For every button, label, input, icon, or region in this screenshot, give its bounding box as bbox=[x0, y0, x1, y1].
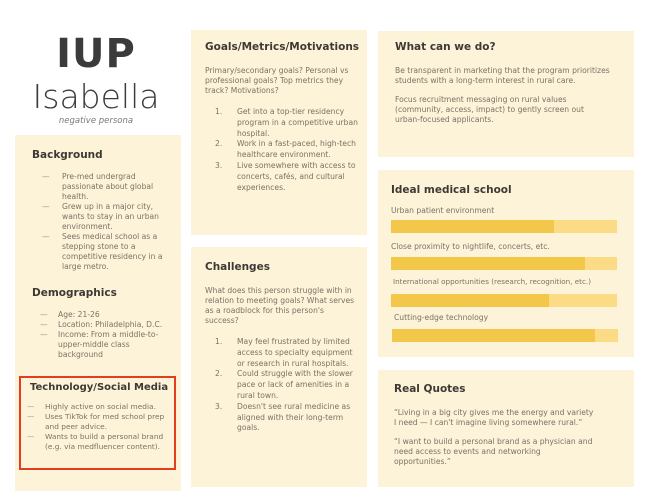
rating-bar-fill bbox=[392, 329, 595, 342]
list-item: 1. Get into a top-tier residency program in a competitive urban hospital. bbox=[215, 107, 358, 138]
list-item: 3. Doesn't see rural medicine as aligned with their long-term goals. bbox=[215, 401, 351, 433]
org-title: IUP bbox=[56, 31, 136, 77]
real-quotes-heading: Real Quotes bbox=[394, 383, 466, 395]
quote: “Living in a big city gives me the energy and variety I need — I can't imagine living somewhere rural.” bbox=[394, 408, 594, 427]
ideal-school-card bbox=[378, 170, 634, 357]
list-item: 2. Could struggle with the slower pace or lack of amenities in a rural town. bbox=[215, 369, 353, 400]
goals-card bbox=[191, 30, 367, 235]
persona-subtitle: negative persona bbox=[58, 116, 134, 126]
list-item: — Location: Philadelphia, D.C. bbox=[32, 320, 167, 330]
goals-prompt: Primary/secondary goals? Personal vs professional goals? Top metrics they track? Motivations? bbox=[205, 66, 349, 95]
challenges-list bbox=[205, 337, 360, 434]
list-item: — Grew up in a major city, wants to stay in an urban environment. bbox=[32, 202, 177, 232]
demographics-heading: Demographics bbox=[32, 287, 117, 299]
bar-row bbox=[391, 242, 617, 270]
rating-bar bbox=[391, 257, 617, 270]
demographics-list bbox=[32, 310, 177, 360]
action-paragraph: Focus recruitment messaging on rural values (community, access, impact) to gently screen out urban-focused applicants. bbox=[395, 95, 584, 124]
bar-row bbox=[391, 277, 617, 307]
list-item: 1. May feel frustrated by limited access to specialty equipment or research in rural hospitals. bbox=[215, 337, 353, 368]
technology-heading: Technology/Social Media bbox=[30, 382, 169, 393]
rating-bar bbox=[391, 294, 617, 307]
goals-heading: Goals/Metrics/Motivations bbox=[205, 41, 360, 53]
what-can-we-do-heading: What can we do? bbox=[395, 41, 496, 53]
challenges-heading: Challenges bbox=[205, 261, 270, 273]
goals-list bbox=[205, 107, 360, 193]
bar-label: Cutting-edge technology bbox=[394, 313, 489, 322]
technology-highlight-box bbox=[19, 376, 176, 470]
list-item: 2. Work in a fast-paced, high-tech healthcare environment. bbox=[215, 139, 356, 160]
list-item: — Uses TikTok for med school prep and peer advice. bbox=[19, 412, 177, 432]
rating-bar-fill bbox=[391, 257, 585, 270]
bar-label: Urban patient environment bbox=[391, 206, 495, 215]
bar-row bbox=[391, 206, 617, 233]
rating-bar-fill bbox=[391, 220, 554, 233]
real-quotes-card bbox=[378, 370, 634, 487]
list-item: — Age: 21-26 bbox=[32, 310, 167, 320]
demographics-section bbox=[32, 287, 177, 360]
background-list bbox=[32, 172, 177, 272]
list-item: — Highly active on social media. bbox=[19, 402, 177, 412]
list-item: — Pre-med undergrad passionate about global health. bbox=[32, 172, 177, 202]
rating-bar bbox=[392, 329, 618, 342]
list-item: — Income: From a middle-to-upper-middle class background bbox=[32, 330, 167, 360]
background-heading: Background bbox=[32, 149, 103, 161]
bar-label: Close proximity to nightlife, concerts, etc. bbox=[391, 242, 550, 251]
action-paragraph: Be transparent in marketing that the program prioritizes students with a long-term interest in rural care. bbox=[395, 66, 610, 85]
what-can-we-do-card bbox=[378, 31, 634, 157]
technology-list bbox=[19, 402, 177, 452]
bar-row bbox=[392, 313, 618, 342]
ideal-school-heading: Ideal medical school bbox=[391, 184, 512, 196]
list-item: — Wants to build a personal brand (e.g. via medfluencer content). bbox=[19, 432, 177, 452]
bar-label: International opportunities (research, recognition, etc.) bbox=[393, 277, 591, 286]
quote: “I want to build a personal brand as a physician and need access to events and networking opportunities.” bbox=[394, 437, 593, 466]
challenges-prompt: What does this person struggle with in relation to meeting goals? What serves as a roadblock for this person's success? bbox=[205, 286, 355, 325]
list-item: — Sees medical school as a stepping stone to a competitive residency in a large metro. bbox=[32, 232, 177, 272]
background-section bbox=[32, 149, 177, 272]
persona-name: Isabella bbox=[32, 77, 160, 116]
challenges-card bbox=[191, 247, 367, 487]
list-item: 3. Live somewhere with access to concerts, cafés, and cultural experiences. bbox=[215, 160, 356, 192]
rating-bar-fill bbox=[391, 294, 549, 307]
rating-bar bbox=[391, 220, 617, 233]
